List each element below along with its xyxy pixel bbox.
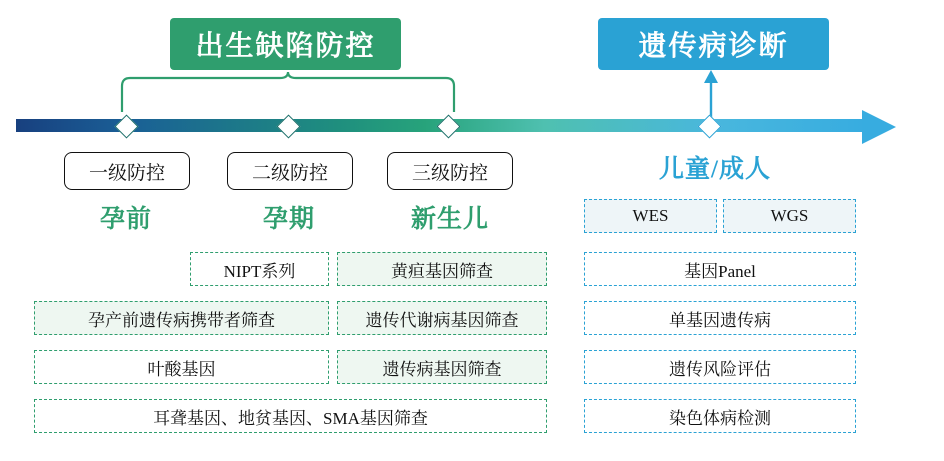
level-box-primary: 一级防控 xyxy=(64,152,190,190)
stage-caption-pregnancy: 孕期 xyxy=(262,206,315,233)
card-genetic-disease-gene-screening: 遗传病基因筛查 xyxy=(337,350,547,384)
card-wes: WES xyxy=(584,199,717,233)
card-wgs: WGS xyxy=(723,199,856,233)
card-carrier-screening: 孕产前遗传病携带者筛查 xyxy=(34,301,329,335)
brace-bracket xyxy=(118,72,458,114)
level-box-tertiary: 三级防控 xyxy=(387,152,513,190)
stage-caption-child-adult: 儿童/成人 xyxy=(659,156,771,183)
banner-birth-defect-prevention: 出生缺陷防控 xyxy=(170,18,401,70)
stage-caption-newborn: 新生儿 xyxy=(410,206,489,233)
banner-genetic-diagnosis: 遗传病诊断 xyxy=(598,18,829,70)
card-metabolic-gene-screening: 遗传代谢病基因筛查 xyxy=(337,301,547,335)
card-monogenic-disease: 单基因遗传病 xyxy=(584,301,856,335)
card-genetic-risk-assessment: 遗传风险评估 xyxy=(584,350,856,384)
level-box-secondary: 二级防控 xyxy=(227,152,353,190)
card-folate-gene: 叶酸基因 xyxy=(34,350,329,384)
card-chromosomal-disease-testing: 染色体病检测 xyxy=(584,399,856,433)
card-nipt-series: NIPT系列 xyxy=(190,252,329,286)
card-deafness-thalassemia-sma: 耳聋基因、地贫基因、SMA基因筛查 xyxy=(34,399,547,433)
stage-caption-prepregnancy: 孕前 xyxy=(99,206,152,233)
card-gene-panel: 基因Panel xyxy=(584,252,856,286)
card-jaundice-gene-screening: 黄疸基因筛查 xyxy=(337,252,547,286)
axis-arrow-head xyxy=(862,110,896,144)
connector-arrow-genetic xyxy=(700,70,722,122)
